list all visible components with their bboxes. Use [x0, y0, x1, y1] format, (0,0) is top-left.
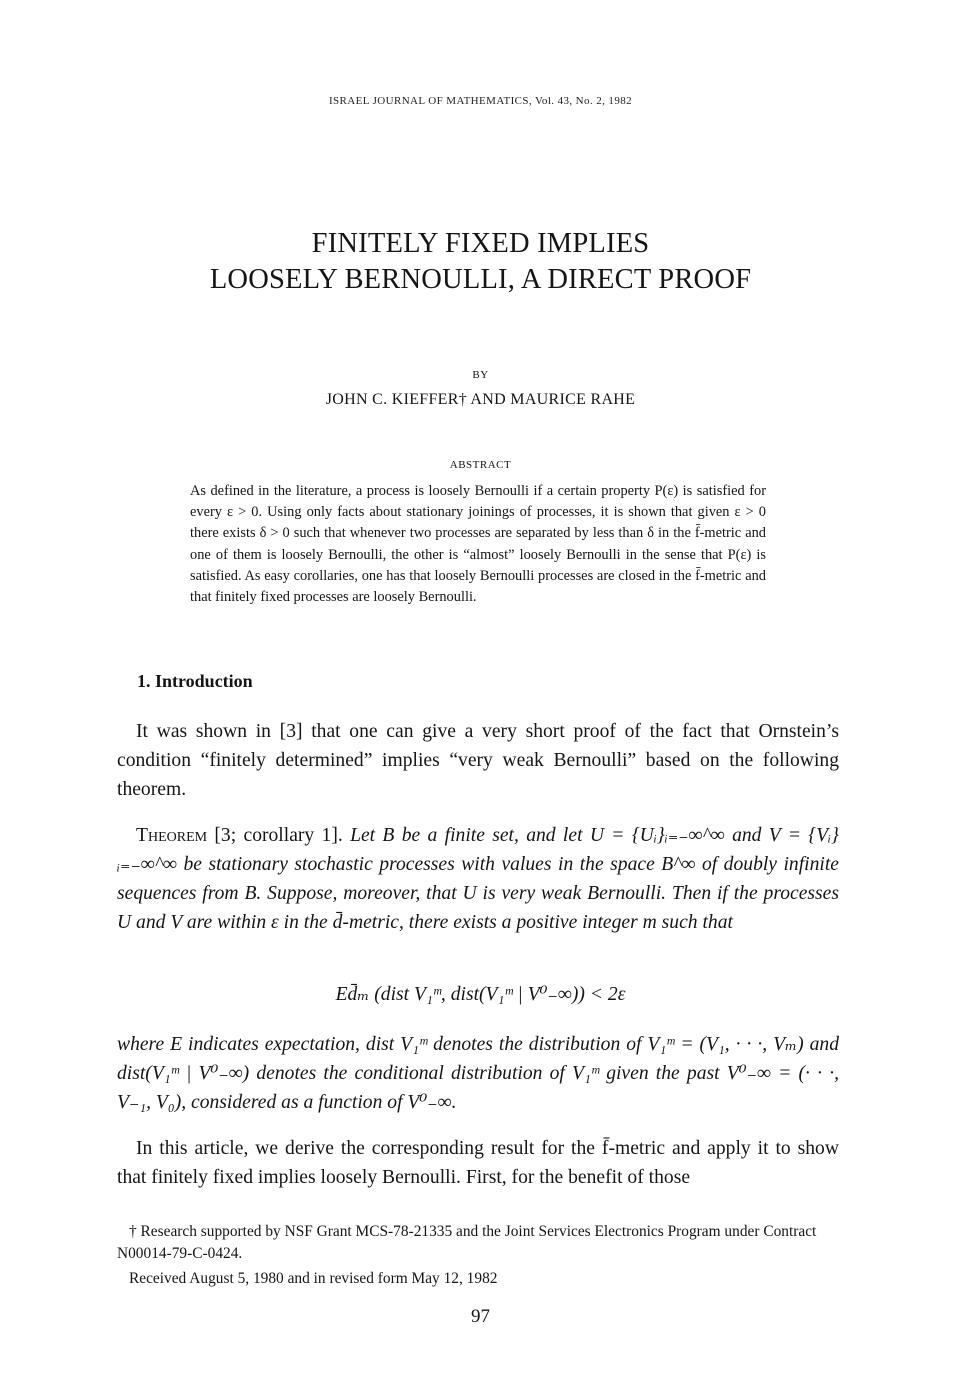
- abstract-text: As defined in the literature, a process is loosely Bernoulli if a certain property P(ε) is satisfied for every ε > 0. Using only facts about stationary joinings of processes, it is shown that given ε > 0 there exists δ > 0 such that whenever two processes are separated by less than δ in the f̄-metric and one of them is loosely Bernoulli, the other is “almost” loosely Bernoulli in the sense that P(ε) is satisfied. As easy corollaries, one has that loosely Bernoulli processes are closed in the f̄-metric and that finitely fixed processes are loosely Bernoulli.: [190, 483, 766, 606]
- abstract-label: ABSTRACT: [449, 459, 512, 471]
- byline-by: BY: [472, 369, 489, 381]
- theorem-ref: [3; corollary 1].: [207, 825, 351, 846]
- paper-title-line-2: LOOSELY BERNOULLI, A DIRECT PROOF: [209, 264, 752, 295]
- page-number: 97: [471, 1306, 490, 1327]
- theorem-paragraph: [117, 821, 839, 937]
- footnote-funding: † Research supported by NSF Grant MCS-78-21335 and the Joint Services Electronics Program under Contract N00014-79-C-0424.: [117, 1223, 817, 1262]
- article-paragraph: In this article, we derive the corresponding result for the f̄-metric and apply it to show that finitely fixed implies loosely Bernoulli. First, for the benefit of those: [117, 1138, 839, 1188]
- section-heading: 1. Introduction: [137, 671, 253, 691]
- equation: Ed̄ₘ (dist V₁ᵐ, dist(V₁ᵐ | V⁰₋∞)) < 2ε: [335, 984, 626, 1005]
- paper-title-line-1: FINITELY FIXED IMPLIES: [311, 228, 650, 259]
- footnote-received: Received August 5, 1980 and in revised form May 12, 1982: [129, 1270, 498, 1287]
- theorem-head: Theorem: [136, 825, 208, 846]
- footnotes: [117, 1221, 839, 1290]
- intro-paragraph: It was shown in [3] that one can give a very short proof of the fact that Ornstein’s condition “finitely determined” implies “very weak Bernoulli” based on the following theorem.: [117, 721, 839, 800]
- theorem-statement: Let B be a finite set, and let U = {Uᵢ}ᵢ₌₋∞^∞ and V = {Vᵢ}ᵢ₌₋∞^∞ be stationary stochastic processes with values in the space B^∞ of doubly infinite sequences from B. Suppose, moreover, that U is very weak Bernoulli. Then if the processes U and V are within ε in the d̄-metric, there exists a positive integer m such that: [117, 825, 839, 933]
- authors: JOHN C. KIEFFER† AND MAURICE RAHE: [325, 391, 636, 408]
- journal-header: ISRAEL JOURNAL OF MATHEMATICS, Vol. 43, No. 2, 1982: [328, 95, 633, 107]
- definitions-paragraph: where E indicates expectation, dist V₁ᵐ denotes the distribution of V₁ᵐ = (V₁, · · ·, Vₘ) and dist(V₁ᵐ | V⁰₋∞) denotes the conditional distribution of V₁ᵐ given the past V⁰₋∞ = (· · ·, V₋₁, V₀), considered as a function of V⁰₋∞.: [117, 1034, 839, 1113]
